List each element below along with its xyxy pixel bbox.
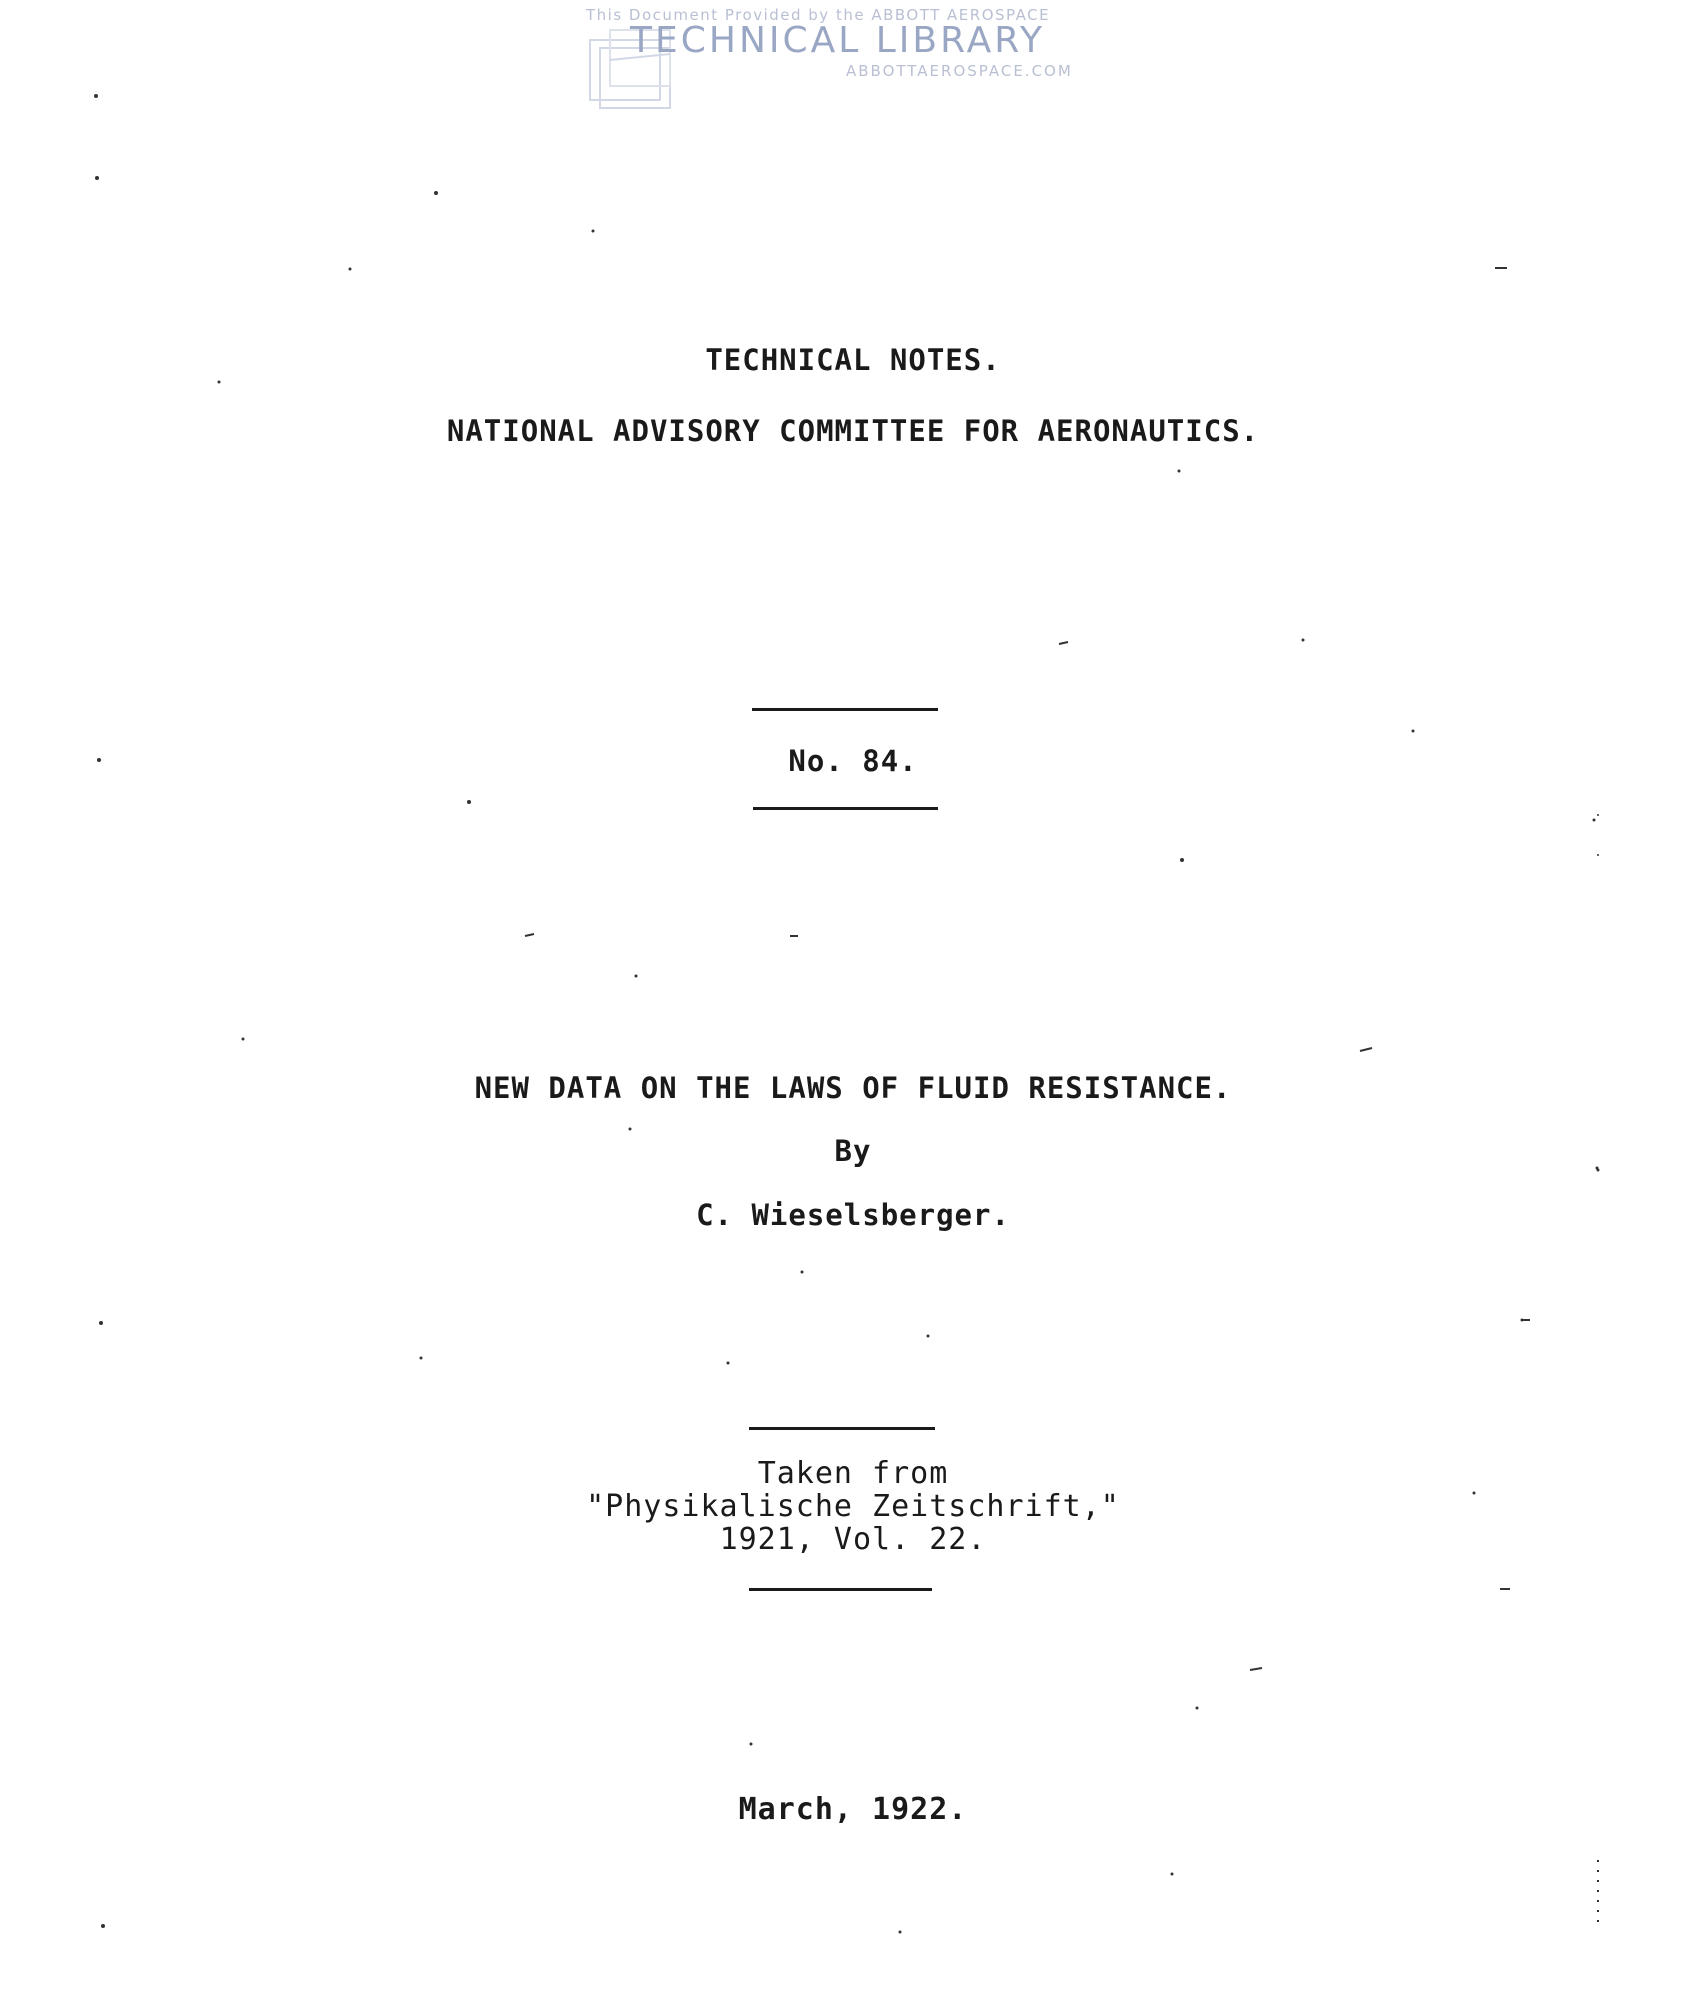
source-citation [0,1457,1706,1556]
organization-heading: NATIONAL ADVISORY COMMITTEE FOR AERONAUTICS. [446,414,1260,448]
number-rule-bottom [753,807,938,810]
source-line-3: 1921, Vol. 22. [719,1522,987,1557]
source-rule-top [749,1427,935,1430]
byline-label: By [834,1134,872,1168]
series-heading: TECHNICAL NOTES. [705,343,1001,377]
watermark-header [586,6,1106,116]
publication-date: March, 1922. [738,1792,968,1827]
watermark-provided-by: This Document Provided by the ABBOTT AEROSPACE [586,6,1051,24]
source-rule-bottom [749,1588,932,1591]
watermark-website: ABBOTTAEROSPACE.COM [846,62,1073,80]
number-rule-top [752,708,938,711]
note-number: No. 84. [788,744,918,778]
source-line-1: Taken from [757,1456,949,1491]
watermark-library-name: TECHNICAL LIBRARY [630,20,1046,61]
source-line-2: "Physikalische Zeitschrift," [586,1489,1120,1524]
author-name: C. Wieselsberger. [696,1198,1010,1232]
document-title: NEW DATA ON THE LAWS OF FLUID RESISTANCE. [474,1071,1232,1105]
